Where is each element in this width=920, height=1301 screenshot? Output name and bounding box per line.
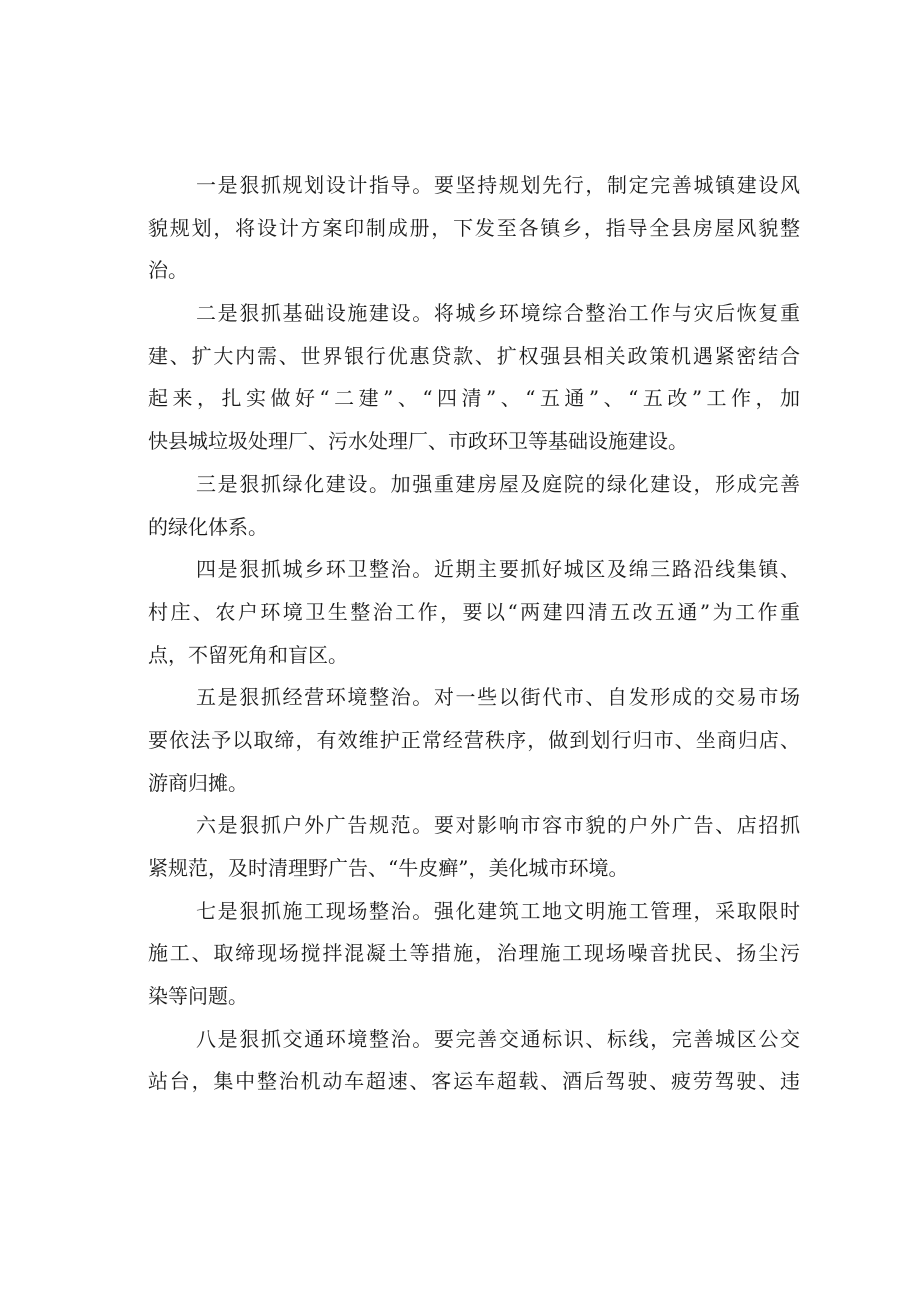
paragraph-sanitation	[148, 548, 800, 676]
paragraph-line: 六是狠抓户外广告规范。要对影响市容市貌的户外广告、店招抓	[196, 813, 800, 838]
paragraph-line: 一是狠抓规划设计指导。要坚持规划先行，制定完善城镇建设风	[196, 173, 800, 197]
paragraph-line: 游商归摊。	[148, 770, 248, 795]
paragraph-line: 要依法予以取缔，有效维护正常经营秩序，做到划行归市、坐商归店、	[148, 727, 800, 752]
paragraph-line: 站台，集中整治机动车超速、客运车超载、酒后驾驶、疲劳驾驶、违	[148, 1069, 800, 1094]
paragraph-line: 建、扩大内需、世界银行优惠贷款、扩权强县相关政策机遇紧密结合	[148, 343, 800, 368]
paragraph-infrastructure	[148, 292, 800, 463]
paragraph-line: 五是狠抓经营环境整治。对一些以街代市、自发形成的交易市场	[196, 685, 800, 710]
paragraph-greening	[148, 463, 800, 548]
paragraph-advertising	[148, 804, 800, 889]
paragraph-line: 染等问题。	[148, 984, 248, 1009]
paragraph-line: 二是狠抓基础设施建设。将城乡环境综合整治工作与灾后恢复重	[196, 301, 800, 326]
paragraph-line: 治。	[148, 258, 188, 283]
paragraph-line: 紧规范，及时清理野广告、“牛皮癣”，美化城市环境。	[148, 856, 629, 880]
paragraph-line: 七是狠抓施工现场整治。强化建筑工地文明施工管理，采取限时	[196, 898, 800, 923]
paragraph-line: 施工、取缔现场搅拌混凝土等措施，治理施工现场噪音扰民、扬尘污	[148, 941, 800, 966]
paragraph-planning	[148, 164, 800, 292]
document-page	[148, 164, 800, 1103]
paragraph-construction	[148, 890, 800, 1018]
paragraph-line: 起来，扎实做好“二建”、“四清”、“五通”、“五改”工作，加	[148, 386, 800, 411]
paragraph-business	[148, 676, 800, 804]
paragraph-line: 村庄、农户环境卫生整治工作，要以“两建四清五改五通”为工作重	[148, 599, 800, 624]
paragraph-line: 三是狠抓绿化建设。加强重建房屋及庭院的绿化建设，形成完善	[196, 471, 800, 496]
paragraph-line: 四是狠抓城乡环卫整治。近期主要抓好城区及绵三路沿线集镇、	[196, 557, 800, 582]
paragraph-line: 的绿化体系。	[148, 514, 268, 539]
paragraph-line: 点，不留死角和盲区。	[148, 642, 348, 667]
paragraph-traffic	[148, 1018, 800, 1103]
paragraph-line: 八是狠抓交通环境整治。要完善交通标识、标线，完善城区公交	[196, 1026, 800, 1051]
paragraph-line: 快县城垃圾处理厂、污水处理厂、市政环卫等基础设施建设。	[148, 429, 688, 454]
paragraph-line: 貌规划，将设计方案印制成册，下发至各镇乡，指导全县房屋风貌整	[148, 215, 800, 240]
